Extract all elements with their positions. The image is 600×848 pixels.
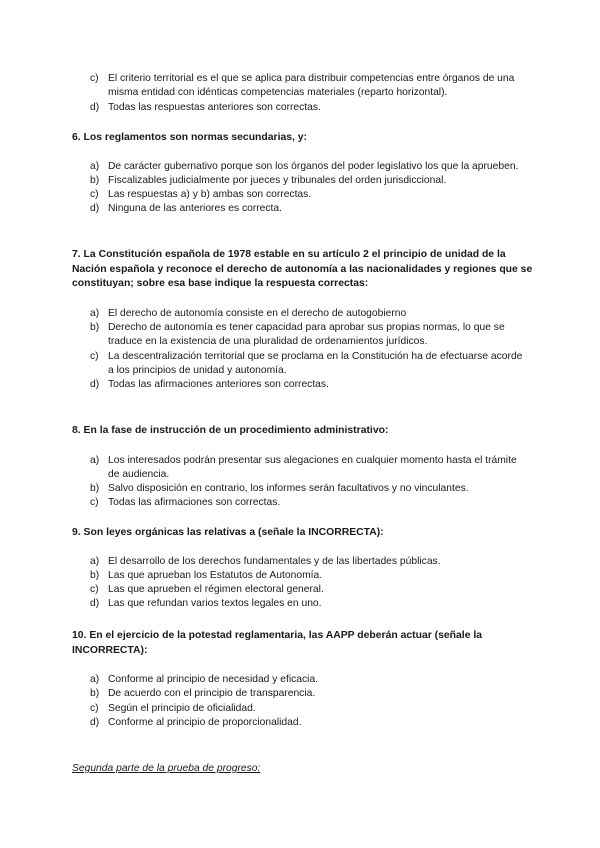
option-text: Las que aprueben el régimen electoral general. bbox=[108, 584, 324, 596]
option-item bbox=[0, 160, 600, 174]
option-letter: a) bbox=[90, 160, 100, 172]
option-text: Todas las afirmaciones son correctas. bbox=[108, 497, 281, 509]
option-item bbox=[0, 673, 600, 687]
option-letter: d) bbox=[90, 717, 100, 729]
option-text: Derecho de autonomía es tener capacidad para aprobar sus propias normas, lo que se traduce en la existencia de una pluralidad de ordenamientos jurídicos. bbox=[108, 322, 505, 348]
option-text: Conforme al principio de necesidad y eficacia. bbox=[108, 674, 319, 686]
option-item bbox=[0, 702, 600, 716]
option-text: Los interesados podrán presentar sus alegaciones en cualquier momento hasta el trámite de audiencia. bbox=[108, 454, 517, 480]
question-10 bbox=[0, 629, 600, 730]
option-item bbox=[0, 378, 600, 392]
option-text: Según el principio de oficialidad. bbox=[108, 702, 256, 714]
option-text: Salvo disposición en contrario, los informes serán facultativos y no vinculantes. bbox=[108, 483, 469, 495]
question-8 bbox=[0, 424, 600, 511]
option-item bbox=[0, 307, 600, 321]
option-text: Las respuestas a) y b) ambas son correctas. bbox=[108, 189, 312, 201]
option-item bbox=[0, 569, 600, 583]
option-letter: b) bbox=[90, 569, 100, 581]
option-text: Todas las afirmaciones anteriores son correctas. bbox=[108, 379, 329, 391]
option-letter: d) bbox=[90, 203, 100, 215]
option-letter: b) bbox=[90, 688, 100, 700]
option-item bbox=[0, 174, 600, 188]
option-letter: c) bbox=[90, 350, 99, 362]
question-7 bbox=[0, 248, 600, 393]
option-letter: a) bbox=[90, 307, 100, 319]
option-item bbox=[0, 350, 600, 379]
option-letter: a) bbox=[90, 674, 100, 686]
option-item bbox=[0, 555, 600, 569]
option-letter: d) bbox=[90, 101, 100, 113]
option-text: De acuerdo con el principio de transparencia. bbox=[108, 688, 316, 700]
option-text: De carácter gubernativo porque son los órganos del poder legislativo los que la aprueben. bbox=[108, 160, 519, 172]
option-item bbox=[0, 496, 600, 510]
option-item bbox=[0, 597, 600, 611]
option-item bbox=[0, 482, 600, 496]
question-9 bbox=[0, 526, 600, 612]
option-text: El criterio territorial es el que se aplica para distribuir competencias entre órganos de una misma entidad con idénticas competencias materiales (reparto horizontal). bbox=[108, 73, 515, 99]
option-item bbox=[0, 202, 600, 216]
option-letter: c) bbox=[90, 584, 99, 596]
option-item bbox=[0, 101, 600, 115]
option-item bbox=[0, 583, 600, 597]
option-letter: d) bbox=[90, 379, 100, 391]
option-item bbox=[0, 321, 600, 350]
question-title: 6. Los reglamentos son normas secundarias, y: bbox=[72, 132, 308, 143]
option-letter: c) bbox=[90, 702, 99, 714]
question-title: 7. La Constitución española de 1978 estable en su artículo 2 el principio de unidad de la Nación española y reconoce el derecho de autonomía a las nacionalidades y regiones que se constituyan; sobre esa base indique la respuesta correctas: bbox=[72, 249, 533, 290]
option-letter: a) bbox=[90, 454, 100, 466]
option-text: Fiscalizables judicialmente por jueces y tribunales del orden jurisdiccional. bbox=[108, 174, 447, 186]
option-letter: b) bbox=[90, 322, 100, 334]
option-text: Las que aprueban los Estatutos de Autonomía. bbox=[108, 569, 323, 581]
option-item bbox=[0, 716, 600, 730]
option-letter: d) bbox=[90, 598, 100, 610]
question-title: 9. Son leyes orgánicas las relativas a (señale la INCORRECTA): bbox=[72, 527, 384, 538]
option-text: Ninguna de las anteriores es correcta. bbox=[108, 203, 282, 215]
question-title: 10. En el ejercicio de la potestad reglamentaria, las AAPP deberán actuar (señale la INCORRECTA): bbox=[72, 630, 483, 656]
section-heading: Segunda parte de la prueba de progreso: bbox=[72, 763, 261, 774]
question-title: 8. En la fase de instrucción de un procedimiento administrativo: bbox=[72, 425, 389, 436]
option-letter: b) bbox=[90, 174, 100, 186]
option-letter: c) bbox=[90, 189, 99, 201]
option-text: Todas las respuestas anteriores son correctas. bbox=[108, 101, 321, 113]
option-letter: c) bbox=[90, 497, 99, 509]
option-letter: a) bbox=[90, 555, 100, 567]
option-text: La descentralización territorial que se proclama en la Constitución ha de efectuarse acorde a los principios de unidad y autonomía. bbox=[108, 350, 523, 376]
option-letter: c) bbox=[90, 73, 99, 84]
option-text: Conforme al principio de proporcionalidad. bbox=[108, 717, 302, 729]
option-item bbox=[0, 188, 600, 202]
option-text: El derecho de autonomía consiste en el derecho de autogobierno bbox=[108, 307, 407, 319]
option-item bbox=[0, 454, 600, 483]
question-6 bbox=[0, 131, 600, 217]
option-letter: b) bbox=[90, 483, 100, 495]
option-text: El desarrollo de los derechos fundamentales y de las libertades públicas. bbox=[108, 555, 441, 567]
option-text: Las que refundan varios textos legales en uno. bbox=[108, 598, 322, 610]
prev-question-options bbox=[0, 72, 600, 115]
option-item bbox=[0, 72, 600, 101]
option-item bbox=[0, 687, 600, 701]
